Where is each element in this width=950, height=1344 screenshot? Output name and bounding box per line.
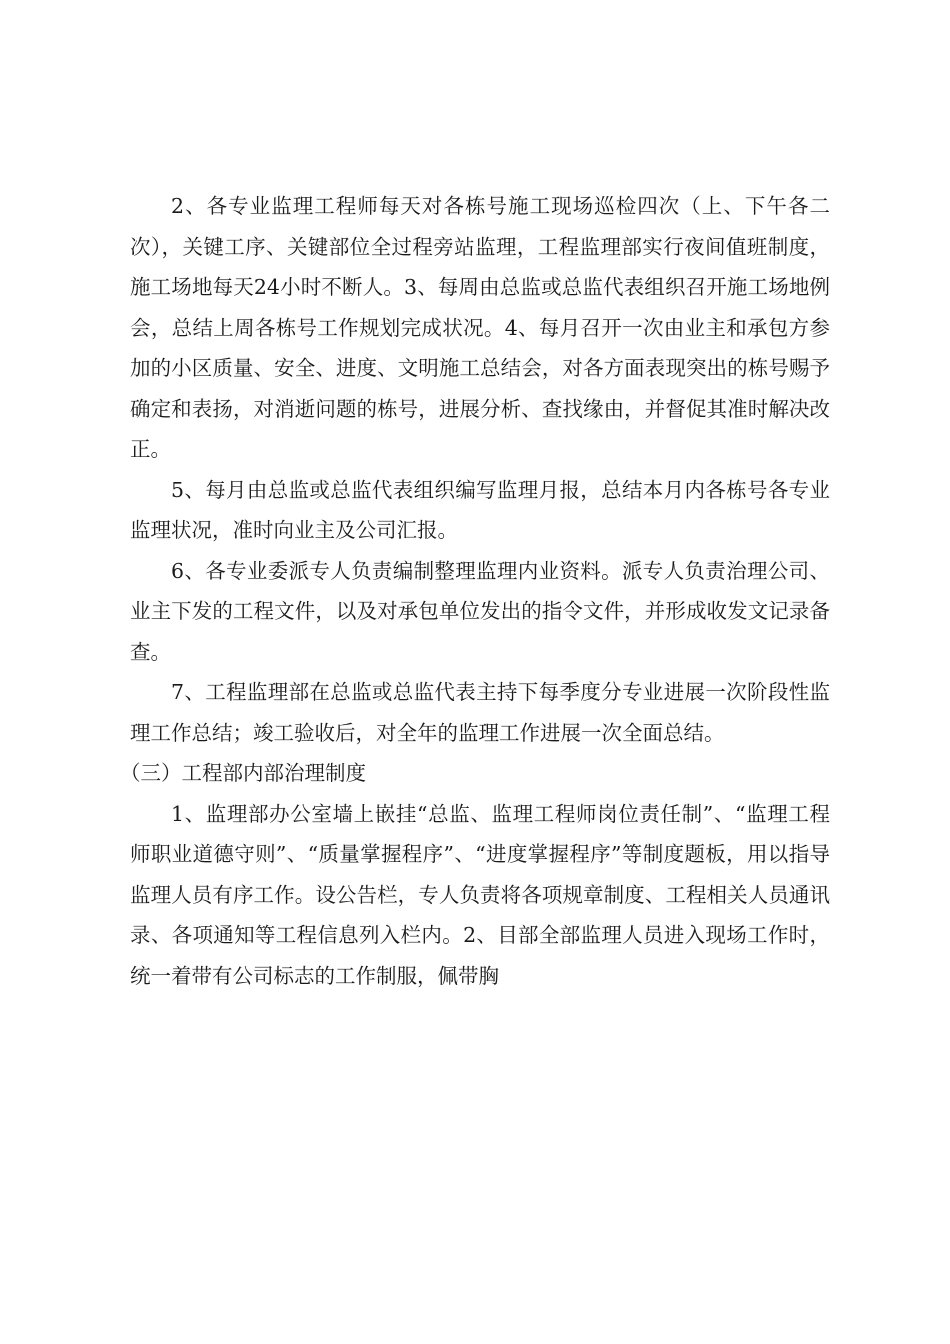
paragraph-work-summary: 7、工程监理部在总监或总监代表主持下每季度分专业进展一次阶段性监理工作总结；竣工验收后，对全年的监理工作进展一次全面总结。 [130, 680, 830, 745]
paragraph-inspection-meetings: 2、各专业监理工程师每天对各栋号施工现场巡检四次（上、下午各二次），关键工序、关键部位全过程旁站监理，工程监理部实行夜间值班制度，施工场地每天24小时不断人。3、每周由总监或总监代表组织召开施工场地例会，总结上周各栋号工作规划完成状况。4、每月召开一次由业主和承包方参加的小区质量、安全、进度、文明施工总结会，对各方面表现突出的栋号赐予确定和表扬，对消逝问题的栋号，进展分析、查找缘由，并督促其准时解决改正。 [130, 194, 830, 461]
paragraph-monthly-report: 5、每月由总监或总监代表组织编写监理月报，总结本月内各栋号各专业监理状况，准时向业主及公司汇报。 [130, 477, 830, 542]
section-heading-internal-management: （三）工程部内部治理制度 [120, 761, 366, 785]
paragraph-internal-records: 6、各专业委派专人负责编制整理监理内业资料。派专人负责治理公司、业主下发的工程文件，以及对承包单位发出的指令文件，并形成收发文记录备查。 [130, 558, 830, 664]
paragraph-office-boards: 1、监理部办公室墙上嵌挂“总监、监理工程师岗位责任制”、“监理工程师职业道德守则”、“质量掌握程序”、“进度掌握程序”等制度题板，用以指导监理人员有序工作。设公告栏，专人负责将各项规章制度、工程相关人员通讯录、各项通知等工程信息列入栏内。2、目部全部监理人员进入现场工作时，统一着带有公司标志的工作制服，佩带胸 [130, 801, 830, 988]
document-body [120, 186, 830, 996]
